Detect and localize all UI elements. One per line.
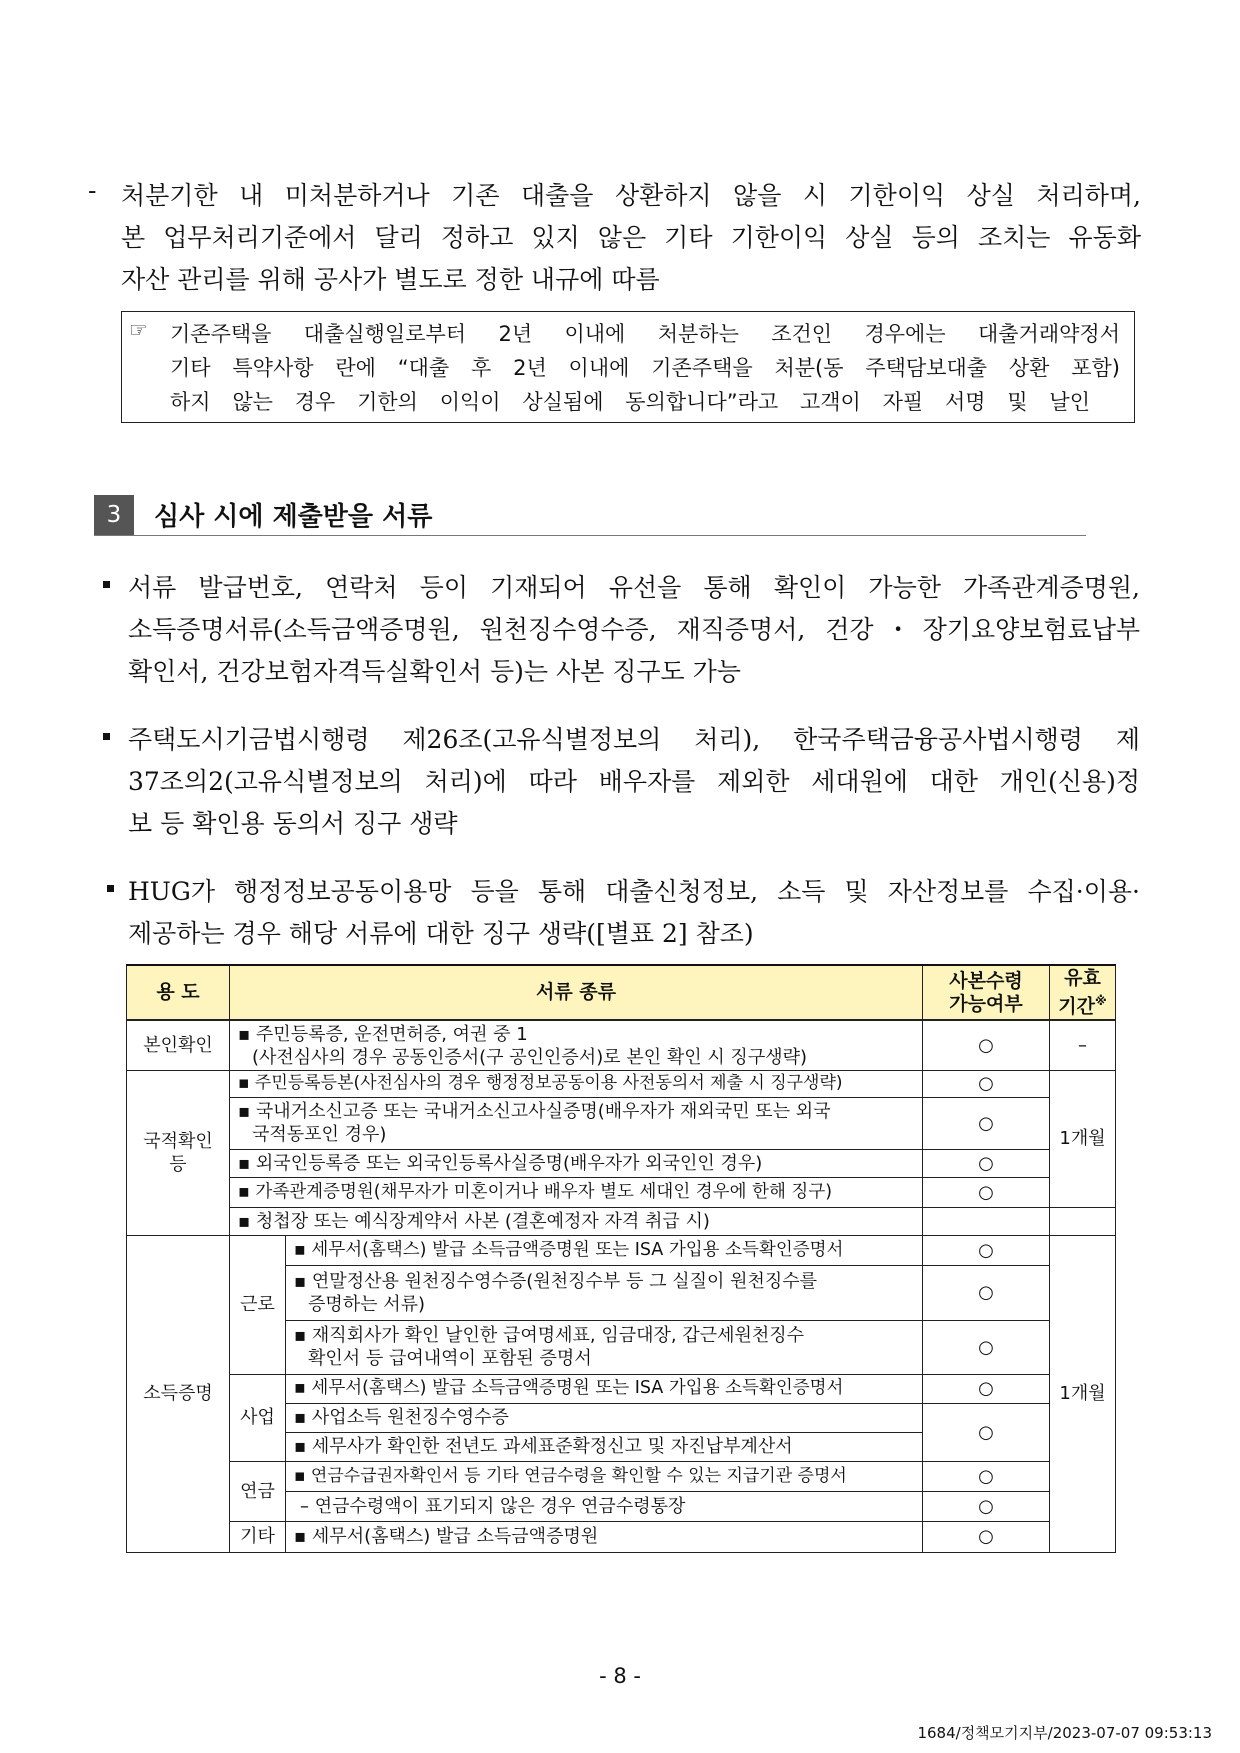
income-doc: ▪ 세무서(홈택스) 발급 소득금액증명원 또는 ISA 가입용 소득확인증명서 <box>286 1374 923 1403</box>
nationality-copy: ○ <box>923 1149 1050 1177</box>
nationality-copy: ○ <box>923 1070 1050 1097</box>
bullet-1-line-3: 확인서, 건강보험자격득실확인서 등)는 사본 징구도 가능 <box>128 657 741 686</box>
header-valid-line2: 기간※ <box>1058 994 1107 1018</box>
document-table <box>126 964 1116 1553</box>
bullet-1-line-1: 서류 발급번호, 연락처 등이 기재되어 유선을 통해 확인이 가능한 가족관계증명원, <box>128 573 1140 602</box>
nationality-doc: ▪ 주민등록등본(사전심사의 경우 행정정보공동이용 사전동의서 제출 시 징구생략) <box>230 1070 923 1097</box>
note-line-1: 기존주택을 대출실행일로부터 2년 이내에 처분하는 조건인 경우에는 대출거래약정서 <box>170 322 1120 346</box>
income-copy: ○ <box>923 1235 1050 1265</box>
nationality-doc-line2: 국적동포인 경우) <box>252 1124 387 1146</box>
income-labor-label: 근로 <box>230 1235 286 1374</box>
income-valid: 1개월 <box>1050 1235 1116 1552</box>
intro-line-1: 처분기한 내 미처분하거나 기존 대출을 상환하지 않을 시 기한이익 상실 처리하며, <box>121 181 1141 210</box>
income-doc: ▪ 세무서(홈택스) 발급 소득금액증명원 <box>286 1521 923 1552</box>
income-doc-line1: ▪ 재직회사가 확인 날인한 급여명세표, 임금대장, 갑근세원천징수 <box>294 1325 805 1347</box>
nationality-copy: ○ <box>923 1177 1050 1207</box>
usage-nationality-line1: 국적확인 <box>143 1130 213 1152</box>
usage-income: 소득증명 <box>127 1235 230 1552</box>
income-other-label: 기타 <box>230 1521 286 1552</box>
identity-docs <box>230 1020 923 1070</box>
bullet-3-line-2: 제공하는 경우 해당 서류에 대한 징구 생략([별표 2] 참조) <box>128 919 754 948</box>
nationality-doc: ▪ 외국인등록증 또는 외국인등록사실증명(배우자가 외국인인 경우) <box>230 1149 923 1177</box>
income-doc: ▪ 연금수급권자확인서 등 기타 연금수령을 확인할 수 있는 지급기관 증명서 <box>286 1461 923 1491</box>
income-doc: ▪ 세무서(홈택스) 발급 소득금액증명원 또는 ISA 가입용 소득확인증명서 <box>286 1235 923 1265</box>
header-copy-line1: 사본수령 <box>949 969 1023 992</box>
identity-copy: ○ <box>923 1020 1050 1070</box>
income-copy: ○ <box>923 1320 1050 1374</box>
income-doc-line2: 증명하는 서류) <box>308 1293 426 1315</box>
bullet-square-icon <box>107 885 114 892</box>
page-number: - 8 - <box>599 1664 641 1688</box>
identity-doc-line1: ▪ 주민등록증, 운전면허증, 여권 중 1 <box>238 1023 528 1045</box>
nationality-doc <box>230 1097 923 1149</box>
income-copy: ○ <box>923 1374 1050 1403</box>
income-copy: ○ <box>923 1461 1050 1491</box>
income-copy: ○ <box>923 1491 1050 1521</box>
header-copy-allowed <box>923 965 1050 1020</box>
bullet-2-line-1: 주택도시기금법시행령 제26조(고유식별정보의 처리), 한국주택금융공사법시행령 제 <box>128 725 1140 754</box>
nationality-valid: 1개월 <box>1050 1070 1116 1207</box>
usage-identity: 본인확인 <box>127 1020 230 1070</box>
identity-valid: – <box>1050 1020 1116 1070</box>
header-copy-line2: 가능여부 <box>949 992 1023 1015</box>
header-valid-period <box>1050 965 1116 1020</box>
income-copy: ○ <box>923 1521 1050 1552</box>
section-divider <box>94 535 1086 536</box>
income-doc: ▪ 사업소득 원천징수영수증 <box>286 1403 923 1432</box>
bullet-square-icon <box>103 733 110 740</box>
income-doc <box>286 1265 923 1320</box>
header-valid-line1: 유효 <box>1064 967 1101 989</box>
income-business-label: 사업 <box>230 1374 286 1461</box>
nationality-valid-empty <box>1050 1207 1116 1235</box>
note-line-3: 하지 않는 경우 기한의 이익이 상실됨에 동의합니다”라고 고객이 자필 서명 및 날인 <box>170 390 1090 414</box>
income-pension-label: 연금 <box>230 1461 286 1521</box>
income-doc: ▪ 세무사가 확인한 전년도 과세표준확정신고 및 자진납부계산서 <box>286 1432 923 1461</box>
intro-line-3: 자산 관리를 위해 공사가 별도로 정한 내규에 따름 <box>121 265 660 294</box>
nationality-copy <box>923 1207 1050 1235</box>
nationality-copy: ○ <box>923 1097 1050 1149</box>
print-stamp: 1684/정책모기지부/2023-07-07 09:53:13 <box>917 1724 1212 1742</box>
income-doc-line1: ▪ 연말정산용 원천징수영수증(원천징수부 등 그 실질이 원천징수를 <box>294 1270 818 1292</box>
note-line-2: 기타 특약사항 란에 “대출 후 2년 이내에 기존주택을 처분(동 주택담보대출 상환 포함) <box>170 356 1120 380</box>
header-doc-type: 서류 종류 <box>230 965 923 1020</box>
income-doc: – 연금수령액이 표기되지 않은 경우 연금수령통장 <box>286 1491 923 1521</box>
section-number: 3 <box>94 495 134 535</box>
nationality-doc: ▪ 가족관계증명원(채무자가 미혼이거나 배우자 별도 세대인 경우에 한해 징구) <box>230 1177 923 1207</box>
bullet-3-line-1: HUG가 행정정보공동이용망 등을 통해 대출신청정보, 소득 및 자산정보를 수집·이용· <box>128 877 1140 906</box>
nationality-doc: ▪ 청첩장 또는 예식장계약서 사본 (결혼예정자 자격 취급 시) <box>230 1207 923 1235</box>
income-copy: ○ <box>923 1403 1050 1461</box>
pointing-hand-icon: ☞ <box>129 318 148 342</box>
section-title: 심사 시에 제출받을 서류 <box>154 502 433 532</box>
intro-line-2: 본 업무처리기준에서 달리 정하고 있지 않은 기타 기한이익 상실 등의 조치는 유동화 <box>121 223 1141 252</box>
bullet-2-line-3: 보 등 확인용 동의서 징구 생략 <box>128 809 458 838</box>
usage-nationality-line2: 등 <box>169 1153 187 1175</box>
bullet-2-line-2: 37조의2(고유식별정보의 처리)에 따라 배우자를 제외한 세대원에 대한 개인(신용)정 <box>128 767 1140 796</box>
nationality-doc-line1: ▪ 국내거소신고증 또는 국내거소신고사실증명(배우자가 재외국민 또는 외국 <box>238 1101 831 1123</box>
income-copy: ○ <box>923 1265 1050 1320</box>
identity-doc-line2: (사전심사의 경우 공동인증서(구 공인인증서)로 본인 확인 시 징구생략) <box>252 1046 808 1068</box>
header-usage: 용 도 <box>127 965 230 1020</box>
bullet-1-line-2: 소득증명서류(소득금액증명원, 원천징수영수증, 재직증명서, 건강・장기요양보험료납부 <box>128 615 1140 644</box>
intro-dash: - <box>88 176 97 205</box>
income-doc <box>286 1320 923 1374</box>
footnote-mark: ※ <box>1095 994 1107 1008</box>
usage-nationality <box>127 1070 230 1235</box>
income-doc-line2: 확인서 등 급여내역이 포함된 증명서 <box>308 1348 592 1370</box>
bullet-square-icon <box>103 581 110 588</box>
